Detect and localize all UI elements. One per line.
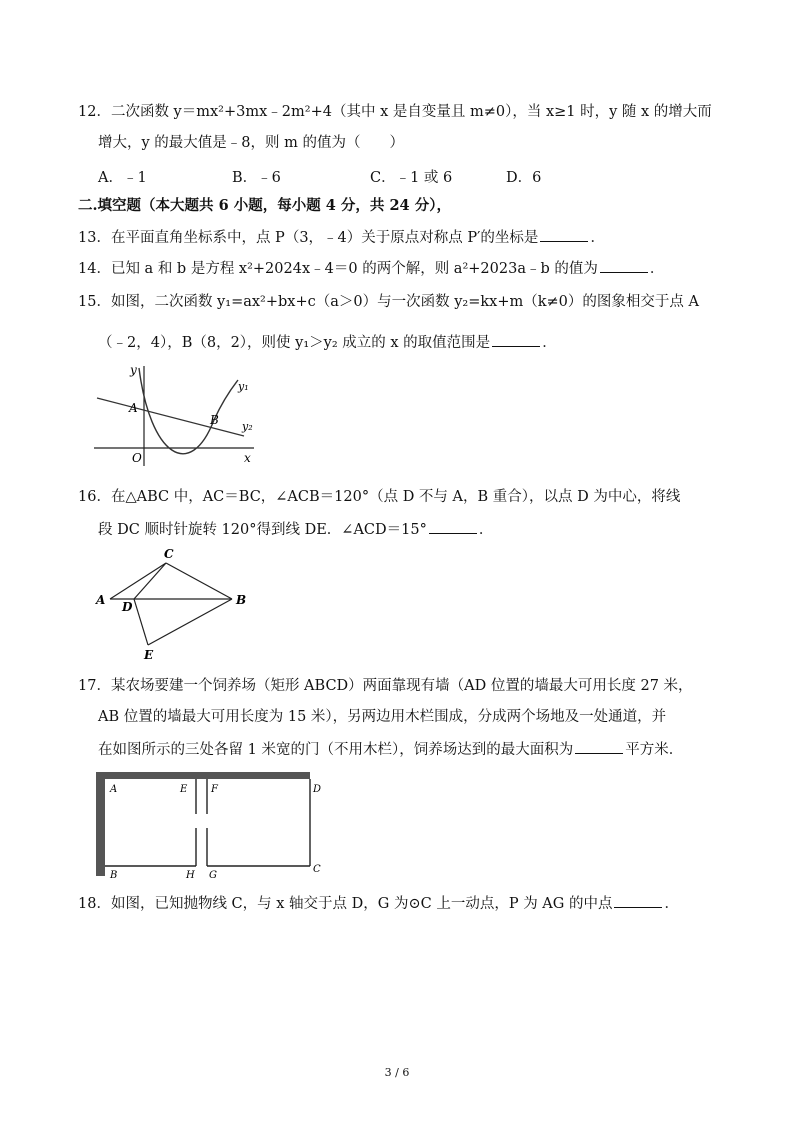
label-x: x: [244, 451, 251, 465]
section2-heading: 二.填空题（本大题共 6 小题，每小题 4 分，共 24 分），: [78, 197, 451, 214]
q16-line1: 16．在△ABC 中，AC＝BC，∠ACB＝120°（点 D 不与 A，B 重合），以点 D 为中心，将线: [78, 489, 681, 505]
segment-de: [134, 599, 148, 645]
label-y1: y₁: [238, 380, 249, 393]
q12-option-a: A．﹣1: [98, 170, 147, 186]
label-b: B: [210, 413, 219, 427]
q13-end: ．: [590, 230, 605, 246]
q17-end: 平方米．: [625, 742, 684, 758]
q14-question: 14．已知 a 和 b 是方程 x²+2024x﹣4＝0 的两个解，则 a²+2023a﹣b 的值为: [78, 261, 598, 277]
answer-blank: [614, 893, 662, 908]
q12-option-c: C．﹣1 或 6: [370, 170, 453, 186]
parabola-y1: [139, 368, 238, 454]
q12-line2: 增大，y 的最大值是﹣8，则 m 的值为（ ）: [98, 135, 404, 151]
q18-end: ．: [664, 896, 679, 912]
label-a: A: [129, 401, 138, 415]
q15-line1: 15．如图，二次函数 y₁=ax²+bx+c（a＞0）与一次函数 y₂=kx+m（k≠0）的图象相交于点 A: [78, 294, 699, 310]
label-y2: y₂: [242, 420, 253, 433]
segment-eb: [148, 599, 232, 645]
label-o: O: [132, 451, 142, 465]
answer-blank: [540, 227, 588, 242]
q17-question: 在如图所示的三处各留 1 米宽的门（不用木栏），饲养场达到的最大面积为: [98, 742, 574, 758]
label-a: A: [110, 784, 118, 795]
q16-question: 段 DC 顺时针旋转 120°得到线 DE．∠ACD＝15°: [98, 522, 427, 538]
label-h: H: [186, 870, 195, 880]
label-c: C: [164, 547, 174, 561]
q12-option-d: D．6: [506, 170, 542, 186]
q17-line3: [98, 739, 683, 760]
q18-text: [78, 893, 679, 914]
label-g: G: [209, 870, 217, 880]
wall-ab: [96, 772, 105, 876]
answer-blank: [575, 739, 623, 754]
q15-line2: [98, 332, 557, 353]
q18-question: 18．如图，已知抛物线 C，与 x 轴交于点 D，G 为⊙C 上一动点，P 为 AG 的中点: [78, 896, 613, 912]
label-a: A: [96, 593, 106, 607]
q15-question: （﹣2，4），B（8，2），则使 y₁＞y₂ 成立的 x 的取值范围是: [98, 335, 491, 351]
label-d: D: [313, 784, 322, 795]
q14-text: [78, 258, 664, 279]
label-e: E: [180, 784, 188, 795]
q17-farm-figure: [94, 770, 334, 880]
label-y: y: [130, 363, 137, 377]
q12-option-b: B．﹣6: [232, 170, 281, 186]
label-d: D: [122, 600, 133, 614]
q13-question: 13．在平面直角坐标系中，点 P（3，﹣4）关于原点对称点 P′的坐标是: [78, 230, 539, 246]
segment-cb: [166, 563, 232, 599]
label-b: B: [110, 870, 118, 880]
q16-end: ．: [478, 522, 494, 538]
page-number: 3 / 6: [384, 1066, 410, 1079]
wall-ad: [96, 772, 310, 779]
q16-triangle-figure: [92, 545, 262, 665]
q17-line2: AB 位置的墙最大可用长度为 15 米），另两边用木栏围成，分成两个场地及一处通道，并: [98, 709, 667, 725]
label-c: C: [313, 864, 321, 875]
q15-end: ．: [542, 335, 557, 351]
label-e: E: [144, 648, 154, 662]
q16-line2: [98, 519, 493, 540]
answer-blank: [600, 258, 648, 273]
q13-text: [78, 227, 605, 248]
answer-blank: [492, 332, 540, 347]
q12-line1: 12．二次函数 y＝mx²+3mx﹣2m²+4（其中 x 是自变量且 m≠0），当 x≥1 时，y 随 x 的增大而: [78, 104, 712, 120]
q17-line1: 17．某农场要建一个饲养场（矩形 ABCD）两面靠现有墙（AD 位置的墙最大可用长度 27 米，: [78, 678, 693, 694]
q14-end: ．: [649, 261, 665, 277]
answer-blank: [429, 519, 477, 534]
label-b: B: [236, 593, 247, 607]
q15-graph-figure: [92, 360, 262, 470]
label-f: F: [211, 784, 218, 795]
